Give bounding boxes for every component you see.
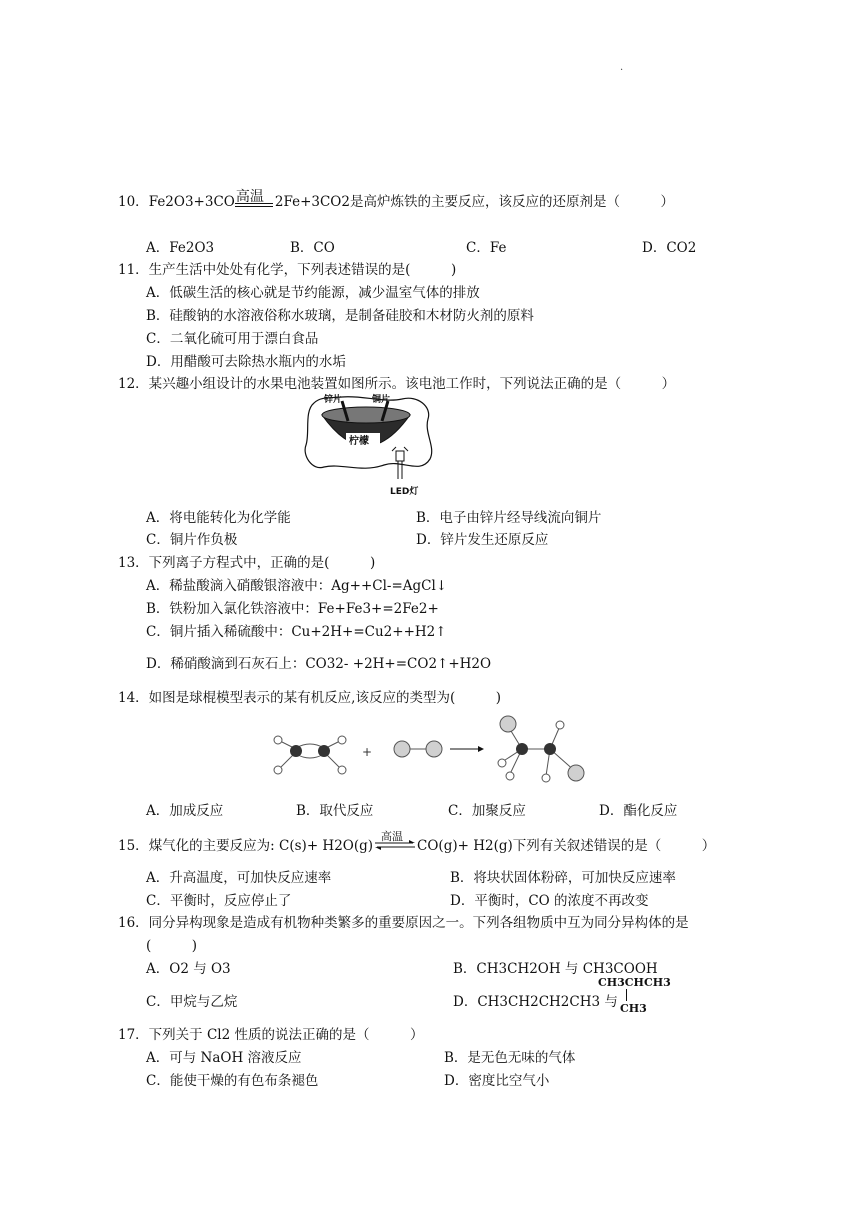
- option-a: A．加成反应: [146, 803, 224, 819]
- option-c: C．加聚反应: [448, 803, 526, 819]
- option-a: A．低碳生活的核心就是节约能源，减少温室气体的排放: [146, 285, 480, 301]
- lemon-label: 柠檬: [349, 436, 369, 447]
- option-c: C．Fe: [466, 240, 507, 256]
- option-d: D．CH3CH2CH2CH3 与: [453, 994, 618, 1010]
- question-tail: CO(g)+ H2(g)下列有关叙述错误的是（ ）: [417, 838, 716, 854]
- option-a: A．稀盐酸滴入硝酸银溶液中：Ag++Cl-=AgCl↓: [146, 578, 448, 594]
- option-b: B．是无色无味的气体: [444, 1050, 576, 1066]
- branched-structure-top: CH3CHCH3: [598, 976, 671, 989]
- option-d: D．平衡时，CO 的浓度不再改变: [450, 893, 649, 909]
- option-a: A．O2 与 O3: [146, 961, 231, 977]
- header-mark: .: [620, 62, 624, 73]
- equilibrium-arrow: [373, 830, 417, 850]
- question-tail: 是高炉炼铁的主要反应，该反应的还原剂是（ ）: [349, 194, 674, 210]
- option-d: D．锌片发生还原反应: [416, 532, 549, 548]
- option-c: C．二氧化硫可用于漂白食品: [146, 331, 319, 347]
- structure-bond: [626, 989, 627, 1001]
- equation-rhs: 2Fe+3CO2: [274, 194, 350, 210]
- fruit-battery-figure: [302, 393, 434, 497]
- option-a: A．升高温度，可加快反应速率: [146, 870, 332, 886]
- ball-stick-reaction-figure: [268, 712, 592, 786]
- zinc-label: 锌片: [324, 395, 343, 405]
- branched-structure-bottom: CH3: [620, 1002, 647, 1015]
- option-d: D．CO2: [642, 240, 697, 256]
- condition-label: 高温: [381, 830, 404, 843]
- option-c: C．铜片作负极: [146, 532, 238, 548]
- option-a: A．将电能转化为化学能: [146, 510, 291, 526]
- option-b: B．取代反应: [296, 803, 374, 819]
- option-b: B．硅酸钠的水溶液俗称水玻璃，是制备硅胶和木材防火剂的原料: [146, 308, 534, 324]
- plus-sign: +: [362, 745, 373, 759]
- answer-bracket: ( ): [146, 938, 198, 954]
- question-number: 10．: [118, 194, 149, 210]
- option-b: B．铁粉加入氯化铁溶液中：Fe+Fe3+=2Fe2+: [146, 601, 439, 617]
- option-c: C．甲烷与乙烷: [146, 994, 238, 1010]
- equation-lhs: 煤气化的主要反应为: C(s)+ H2O(g): [148, 838, 374, 854]
- option-d: D．稀硝酸滴到石灰石上：CO32- +2H+=CO2↑+H2O: [146, 656, 492, 672]
- option-b: B．CH3CH2OH 与 CH3COOH: [453, 961, 658, 977]
- copper-label: 铜片: [372, 395, 391, 405]
- question-11-stem: 11．生产生活中处处有化学，下列表述错误的是( ): [118, 262, 457, 278]
- option-d: D．密度比空气小: [444, 1073, 550, 1089]
- option-c: C．铜片插入稀硫酸中：Cu+2H+=Cu2++H2↑: [146, 624, 447, 640]
- option-b: B．电子由锌片经导线流向铜片: [416, 510, 602, 526]
- condition-label: 高温: [235, 189, 264, 205]
- question-16-stem: 16．同分异构现象是造成有机物种类繁多的重要原因之一。下列各组物质中互为同分异构体的是: [118, 915, 689, 931]
- led-label: LED灯: [390, 487, 419, 497]
- option-a: A．可与 NaOH 溶液反应: [146, 1050, 302, 1066]
- option-b: B．CO: [290, 240, 335, 256]
- equation-lhs: Fe2O3+3CO: [148, 194, 235, 210]
- option-c: C．能使干燥的有色布条褪色: [146, 1073, 319, 1089]
- option-d: D．酯化反应: [599, 803, 678, 819]
- option-d: D．用醋酸可去除热水瓶内的水垢: [146, 354, 346, 370]
- option-c: C．平衡时，反应停止了: [146, 893, 292, 909]
- question-number: 15．: [118, 838, 149, 854]
- question-13-stem: 13．下列离子方程式中，正确的是( ): [118, 555, 376, 571]
- question-15-stem: [118, 830, 716, 854]
- option-b: B．将块状固体粉碎，可加快反应速率: [450, 870, 676, 886]
- question-17-stem: 17．下列关于 Cl2 性质的说法正确的是（ ）: [118, 1027, 424, 1043]
- question-14-stem: 14．如图是球棍模型表示的某有机反应,该反应的类型为( ): [118, 690, 502, 706]
- question-12-stem: 12．某兴趣小组设计的水果电池装置如图所示。该电池工作时，下列说法正确的是（ ）: [118, 376, 676, 392]
- option-a: A．Fe2O3: [146, 240, 215, 256]
- question-10-stem: [118, 190, 674, 210]
